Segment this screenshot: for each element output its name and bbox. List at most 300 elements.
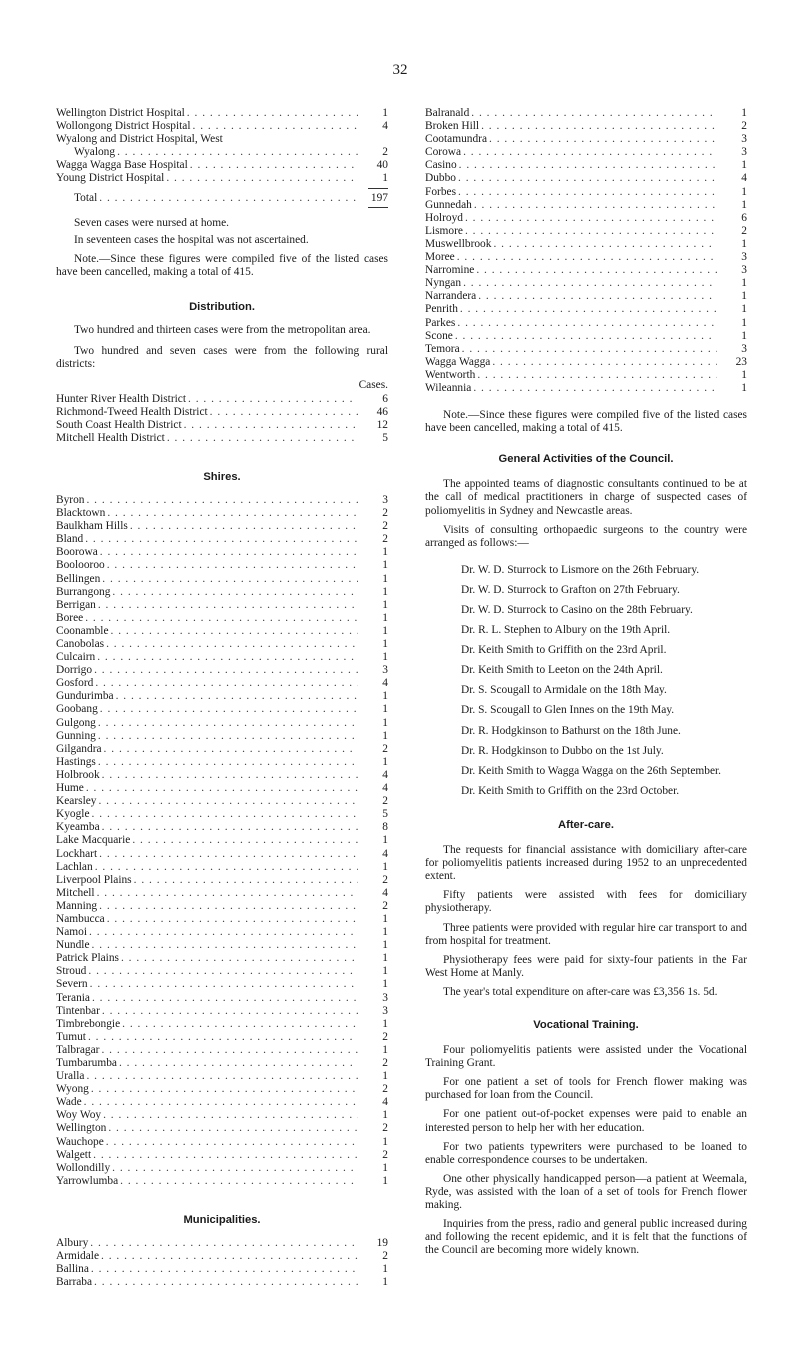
shire-row-name: Walgett	[56, 1148, 92, 1161]
shire-row-count: 2	[382, 507, 388, 520]
municipality-row	[425, 133, 747, 146]
shire-row-count: 1	[382, 912, 388, 925]
municipality-row	[425, 382, 747, 395]
shire-row-name: Hastings	[56, 755, 96, 768]
shire-row-count: 2	[382, 1083, 388, 1096]
shire-row-name: Patrick Plains	[56, 952, 119, 965]
hospital-row-count: 4	[382, 120, 388, 133]
shire-row-count: 1	[382, 638, 388, 650]
municipality-row-name: Wentworth	[425, 368, 476, 381]
shire-row-count: 4	[382, 782, 388, 795]
hospital-row-count: 2	[382, 146, 388, 159]
municipality-row-count: 2	[741, 224, 747, 237]
ascertained-note: In seventeen cases the hospital was not ascertained.	[74, 233, 309, 246]
shire-row-name: Gosford	[56, 677, 94, 690]
hospital-row-name: Wyalong	[74, 146, 116, 159]
municipality-row-name: Corowa	[425, 146, 462, 159]
shire-row-name: Talbragar	[56, 1043, 100, 1056]
aftercare-paragraph: The year's total expenditure on after-care was £3,356 1s. 5d.	[443, 985, 718, 998]
municipality-row	[425, 107, 747, 120]
municipality-row-count: 23	[735, 355, 747, 368]
shire-row	[56, 1018, 388, 1031]
vocational-paragraphs	[425, 1044, 747, 1257]
shire-row-count: 3	[382, 664, 388, 677]
municipality-row-name: Gunnedah	[425, 198, 472, 211]
municipality-row-count: 1	[741, 329, 747, 342]
shire-row-name: Bellingen	[56, 572, 101, 585]
shire-row-count: 2	[382, 873, 388, 886]
municipality-row-count: 1	[741, 277, 747, 290]
visit-entry: Dr. R. L. Stephen to Albury on the 19th April.	[461, 624, 671, 637]
shire-row-name: Timbrebongie	[56, 1017, 121, 1030]
shire-row-name: Baulkham Hills	[56, 520, 128, 533]
hospital-list	[56, 107, 388, 186]
note-cancelled-left: Note.—Since these figures were compiled five of the listed cases have been cancelled, making a total of 415.	[56, 252, 388, 278]
visit-entry: Dr. S. Scougall to Armidale on the 18th May.	[461, 684, 667, 697]
shire-row-name: Wyong	[56, 1083, 89, 1096]
aftercare-heading: After-care.	[558, 818, 614, 831]
shire-row-name: Holbrook	[56, 768, 100, 781]
aftercare-paragraph: Fifty patients were assisted with fees for domiciliary physiotherapy.	[425, 889, 747, 915]
visit-entry: Dr. W. D. Sturrock to Casino on the 28th February.	[461, 604, 693, 616]
vocational-paragraph: For one patient a set of tools for French flower making was purchased for loan from the Council.	[425, 1076, 747, 1102]
shire-row-count: 4	[382, 886, 388, 899]
municipality-row	[56, 1237, 388, 1250]
municipality-row-name: Lismore	[425, 224, 463, 237]
municipality-row-name: Scone	[425, 329, 453, 342]
shire-row	[56, 769, 388, 782]
municipality-row-name: Nyngan	[425, 277, 462, 290]
municipality-row	[425, 369, 747, 382]
municipality-row-count: 1	[741, 237, 747, 250]
shire-row-name: Terania	[56, 991, 90, 1004]
health-district-row-count: 5	[382, 431, 388, 444]
shire-row-name: Berrigan	[56, 598, 96, 611]
shire-row-count: 1	[382, 559, 388, 572]
shire-row	[56, 874, 388, 887]
municipality-row	[425, 172, 747, 185]
shire-row-name: Nundle	[56, 939, 90, 952]
shire-row-count: 3	[382, 493, 388, 506]
health-district-row-count: 6	[382, 392, 388, 405]
shire-row	[56, 978, 388, 991]
shire-row-name: Wollondilly	[56, 1161, 111, 1174]
shires-heading: Shires.	[203, 470, 241, 483]
municipality-row-count: 3	[741, 146, 747, 159]
shire-row-name: Lockhart	[56, 847, 98, 860]
shire-row-count: 5	[382, 808, 388, 821]
shire-row-count: 2	[382, 795, 388, 808]
shire-row-count: 1	[382, 1109, 388, 1122]
shire-row-name: Tumut	[56, 1030, 86, 1043]
municipality-row-count: 1	[382, 1276, 388, 1289]
cases-header: Cases.	[358, 379, 388, 392]
municipality-row-name: Forbes	[425, 185, 457, 198]
health-district-row	[56, 432, 388, 445]
municipality-row-count: 1	[741, 159, 747, 172]
shire-row	[56, 743, 388, 756]
municipality-row-count: 1	[741, 316, 747, 329]
hospital-row	[56, 133, 388, 146]
hospital-row	[56, 107, 388, 120]
left-column	[56, 107, 388, 1289]
visit-entry: Dr. R. Hodgkinson to Bathurst on the 18th June.	[461, 724, 681, 737]
shire-row-name: Boree	[56, 611, 84, 624]
shire-row-count: 4	[382, 847, 388, 860]
shire-row-name: Lachlan	[56, 860, 93, 873]
municipality-row-name: Balranald	[425, 107, 470, 119]
municipality-row-count: 1	[741, 381, 747, 394]
total-label: Total	[74, 191, 98, 204]
municipality-row-name: Albury	[56, 1237, 89, 1250]
health-district-row-name: Richmond-Tweed Health District	[56, 405, 208, 418]
shire-row	[56, 900, 388, 913]
shire-row	[56, 494, 388, 507]
vocational-heading: Vocational Training.	[533, 1018, 639, 1031]
shire-row-name: Byron	[56, 493, 85, 506]
shire-row-name: Uralla	[56, 1070, 85, 1083]
municipalities-heading: Municipalities.	[183, 1213, 261, 1226]
visit-entry: Dr. Keith Smith to Leeton on the 24th April.	[461, 664, 663, 677]
hospital-row-name: Wollongong District Hospital	[56, 120, 191, 133]
shire-row-name: Manning	[56, 899, 98, 912]
general-paragraph-1: The appointed teams of diagnostic consultants continued to be at the call of medical practitioners in charge of suspected cases of poliomyelitis in Sydney and Newcastle areas.	[425, 478, 747, 517]
shire-row	[56, 1005, 388, 1018]
shire-row	[56, 664, 388, 677]
shire-row-name: Gundurimba	[56, 690, 114, 703]
shire-row-count: 1	[382, 860, 388, 873]
municipality-row-name: Narrandera	[425, 290, 477, 303]
municipality-row-count: 3	[741, 133, 747, 146]
municipality-list-right	[425, 107, 747, 395]
shire-row	[56, 848, 388, 861]
health-district-row	[56, 419, 388, 432]
municipality-row	[425, 356, 747, 369]
shire-row-name: Kyogle	[56, 808, 90, 821]
shire-row-name: Tumbarumba	[56, 1057, 117, 1069]
shire-row-count: 1	[382, 624, 388, 637]
shire-row-count: 1	[382, 729, 388, 742]
vocational-paragraph: For one patient out-of-pocket expenses were paid to enable an interested person to help her with her education.	[425, 1108, 747, 1134]
municipality-row	[425, 159, 747, 172]
municipality-row	[425, 290, 747, 303]
shire-row	[56, 520, 388, 533]
shire-row-count: 1	[382, 716, 388, 729]
municipality-row-name: Narromine	[425, 264, 475, 277]
health-district-row-count: 12	[376, 418, 388, 431]
municipality-row	[425, 225, 747, 238]
hospital-row	[56, 159, 388, 172]
shire-row-name: Tintenbar	[56, 1004, 100, 1017]
shire-row-name: Stroud	[56, 965, 87, 978]
municipality-row-count: 1	[741, 198, 747, 211]
health-district-row-name: Mitchell Health District	[56, 431, 165, 444]
shire-row	[56, 677, 388, 690]
municipality-row-name: Ballina	[56, 1263, 89, 1276]
shire-row-count: 1	[382, 546, 388, 559]
shire-row-count: 4	[382, 677, 388, 690]
shire-row	[56, 887, 388, 900]
health-district-row	[56, 406, 388, 419]
shire-row	[56, 586, 388, 599]
shire-row-count: 4	[382, 1096, 388, 1109]
shire-row-count: 1	[382, 1174, 388, 1187]
visit-entry: Dr. S. Scougall to Glen Innes on the 19th May.	[461, 704, 675, 717]
aftercare-paragraph: Three patients were provided with regular hire car transport to and from hospital for treatment.	[425, 921, 747, 947]
municipality-row-name: Dubbo	[425, 172, 457, 185]
shire-row-name: Wade	[56, 1096, 82, 1109]
shire-row	[56, 808, 388, 821]
visit-entry: Dr. W. D. Sturrock to Grafton on 27th February.	[461, 583, 680, 596]
hospital-row-name: Wyalong and District Hospital, West	[56, 133, 223, 146]
shire-row-name: Yarrowlumba	[56, 1174, 119, 1187]
shire-row-name: Goobang	[56, 703, 98, 716]
distribution-metro: Two hundred and thirteen cases were from the metropolitan area.	[74, 324, 371, 337]
shire-row	[56, 1136, 388, 1149]
municipality-row-count: 1	[741, 368, 747, 381]
shire-list	[56, 494, 388, 1188]
shire-row-count: 8	[382, 821, 388, 834]
visit-entry: Dr. Keith Smith to Griffith on the 23rd October.	[461, 784, 680, 797]
total-value: 197	[370, 191, 388, 204]
municipality-row-name: Penrith	[425, 303, 458, 316]
shire-row-name: Boorowa	[56, 546, 98, 559]
municipality-list-left	[56, 1237, 388, 1289]
shire-row-name: Nambucca	[56, 912, 105, 925]
shire-row	[56, 965, 388, 978]
shire-row-count: 2	[382, 533, 388, 546]
municipality-row-name: Casino	[425, 159, 457, 172]
vocational-paragraph: For two patients typewriters were purchased to be loaned to enable correspondence courses to be undertaken.	[425, 1140, 747, 1166]
shire-row-count: 3	[382, 991, 388, 1004]
shire-row-name: Wellington	[56, 1122, 107, 1135]
municipality-row-count: 6	[741, 211, 747, 224]
shire-row-count: 2	[382, 1030, 388, 1043]
municipality-row-count: 1	[741, 185, 747, 198]
shire-row-count: 1	[382, 572, 388, 585]
municipality-row-name: Barraba	[56, 1276, 93, 1289]
shire-row	[56, 1070, 388, 1083]
hospital-row	[56, 172, 388, 185]
shire-row-count: 1	[382, 611, 388, 624]
shire-row-count: 1	[382, 1043, 388, 1056]
shire-row	[56, 625, 388, 638]
shire-row-name: Gilgandra	[56, 742, 102, 755]
shire-row-name: Gulgong	[56, 716, 96, 729]
shire-row	[56, 612, 388, 625]
municipality-row-name: Moree	[425, 251, 455, 264]
shire-row	[56, 1057, 388, 1070]
municipality-row	[425, 277, 747, 290]
municipality-row	[425, 120, 747, 133]
shire-row	[56, 507, 388, 520]
shire-row-count: 1	[382, 690, 388, 703]
shire-row-name: Woy Woy	[56, 1109, 102, 1122]
municipality-row-name: Wileannia	[425, 381, 472, 394]
shire-row-count: 1	[382, 755, 388, 768]
shire-row-count: 1	[382, 952, 388, 965]
shire-row	[56, 1031, 388, 1044]
shire-row-count: 1	[382, 1161, 388, 1174]
right-column	[425, 107, 747, 1263]
visit-entry: Dr. W. D. Sturrock to Lismore on the 26th February.	[461, 563, 700, 576]
municipality-row-name: Armidale	[56, 1250, 100, 1263]
municipality-row	[425, 186, 747, 199]
shire-row-name: Kyeamba	[56, 821, 100, 834]
health-district-row-name: South Coast Health District	[56, 418, 182, 431]
municipality-row	[425, 238, 747, 251]
shire-row-name: Wauchope	[56, 1135, 104, 1148]
vocational-paragraph: Inquiries from the press, radio and general public increased during and following the recent epidemic, and it is felt that the functions of the Council are becoming more widely known.	[425, 1218, 747, 1257]
vocational-paragraph: Four poliomyelitis patients were assisted under the Vocational Training Grant.	[425, 1044, 747, 1070]
shire-row	[56, 651, 388, 664]
shire-row-count: 2	[382, 899, 388, 912]
shire-row-count: 1	[382, 1070, 388, 1083]
shire-row	[56, 703, 388, 716]
shire-row	[56, 795, 388, 808]
shire-row-count: 1	[382, 585, 388, 598]
shire-row-count: 1	[382, 651, 388, 664]
municipality-row-count: 19	[376, 1237, 388, 1250]
shire-row-name: Severn	[56, 978, 88, 991]
municipality-row	[425, 251, 747, 264]
shire-row	[56, 730, 388, 743]
shire-row	[56, 546, 388, 559]
aftercare-paragraphs	[425, 844, 747, 999]
general-activities-heading: General Activities of the Council.	[498, 453, 674, 466]
municipality-row-count: 1	[741, 290, 747, 303]
shire-row-name: Liverpool Plains	[56, 873, 132, 886]
visit-entry: Dr. R. Hodgkinson to Dubbo on the 1st July.	[461, 744, 664, 757]
municipality-row-count: 1	[741, 303, 747, 316]
shire-row-name: Lake Macquarie	[56, 834, 131, 847]
municipality-row-name: Temora	[425, 342, 460, 355]
shire-row-name: Culcairn	[56, 651, 96, 664]
hospital-row-name: Wagga Wagga Base Hospital	[56, 159, 188, 172]
general-paragraph-2: Visits of consulting orthopaedic surgeons to the country were arranged as follows:—	[425, 523, 747, 549]
municipality-row-name: Holroyd	[425, 211, 463, 224]
shire-row-name: Gunning	[56, 729, 96, 742]
municipality-row-count: 3	[741, 251, 747, 264]
shire-row	[56, 599, 388, 612]
shire-row-count: 2	[382, 1057, 388, 1069]
shire-row-name: Coonamble	[56, 624, 109, 637]
hospital-row-count: 1	[382, 107, 388, 119]
shire-row-count: 1	[382, 598, 388, 611]
municipality-row-name: Wagga Wagga	[425, 355, 491, 368]
municipality-row	[425, 330, 747, 343]
shire-row-count: 1	[382, 1135, 388, 1148]
shire-row-count: 1	[382, 1017, 388, 1030]
shire-row	[56, 1044, 388, 1057]
home-note: Seven cases were nursed at home.	[74, 216, 229, 229]
municipality-row	[425, 317, 747, 330]
shire-row	[56, 782, 388, 795]
aftercare-paragraph: Physiotherapy fees were paid for sixty-four patients in the Far West Home at Manly.	[425, 953, 747, 979]
distribution-heading: Distribution.	[189, 301, 255, 314]
shire-row	[56, 638, 388, 651]
hospital-row	[56, 146, 388, 159]
shire-row-count: 2	[382, 1122, 388, 1135]
shire-row	[56, 559, 388, 572]
hospital-row-count: 40	[376, 159, 388, 172]
municipality-row	[425, 212, 747, 225]
shire-row	[56, 1175, 388, 1188]
municipality-row-count: 3	[741, 342, 747, 355]
hospital-row-name: Wellington District Hospital	[56, 107, 185, 119]
shire-row	[56, 1083, 388, 1096]
shire-row-name: Bland	[56, 533, 84, 546]
shire-row-name: Hume	[56, 782, 84, 795]
shire-row-count: 2	[382, 742, 388, 755]
shire-row-name: Boolooroo	[56, 559, 105, 572]
municipality-row-name: Muswellbrook	[425, 237, 492, 250]
shire-row	[56, 939, 388, 952]
municipality-row-count: 2	[741, 120, 747, 133]
health-district-list	[56, 393, 388, 445]
shire-row	[56, 992, 388, 1005]
health-district-row-name: Hunter River Health District	[56, 392, 187, 405]
vocational-paragraph: One other physically handicapped person—a patient at Weemala, Ryde, was assisted with the loan of a set of tools for French flower making.	[425, 1172, 747, 1211]
shire-row-count: 1	[382, 926, 388, 939]
shire-row-count: 4	[382, 768, 388, 781]
municipality-row-count: 1	[382, 1263, 388, 1276]
shire-row	[56, 1109, 388, 1122]
shire-row	[56, 861, 388, 874]
municipality-row	[425, 146, 747, 159]
hospital-row	[56, 120, 388, 133]
page-number: 32	[392, 62, 408, 78]
municipality-row-name: Broken Hill	[425, 120, 480, 133]
visit-entry: Dr. Keith Smith to Wagga Wagga on the 26th September.	[461, 764, 722, 777]
municipality-row-name: Cootamundra	[425, 133, 488, 146]
hospital-row-count: 1	[382, 172, 388, 185]
note-cancelled-right: Note.—Since these figures were compiled five of the listed cases have been cancelled, making a total of 415.	[425, 409, 747, 435]
municipality-row-name: Parkes	[425, 316, 456, 329]
municipality-row-count: 2	[382, 1250, 388, 1263]
shire-row	[56, 913, 388, 926]
shire-row-count: 1	[382, 965, 388, 978]
shire-row-count: 1	[382, 703, 388, 716]
shire-row	[56, 690, 388, 703]
municipality-row-count: 3	[741, 264, 747, 277]
health-district-row-count: 46	[376, 405, 388, 418]
shire-row	[56, 926, 388, 939]
shire-row-name: Blacktown	[56, 507, 106, 520]
total-row	[56, 192, 388, 205]
shire-row	[56, 1096, 388, 1109]
shire-row	[56, 573, 388, 586]
aftercare-paragraph: The requests for financial assistance with domiciliary after-care for poliomyelitis patients increased during 1952 to an unprecedented extent.	[425, 844, 747, 883]
shire-row-count: 3	[382, 1004, 388, 1017]
shire-row-count: 1	[382, 834, 388, 847]
shire-row-name: Burrangong	[56, 585, 111, 598]
hospital-row-name: Young District Hospital	[56, 172, 165, 185]
municipality-row	[425, 199, 747, 212]
visit-list	[425, 564, 747, 798]
municipality-row-count: 4	[741, 172, 747, 185]
shire-row-count: 1	[382, 939, 388, 952]
shire-row-name: Dorrigo	[56, 664, 93, 677]
shire-row	[56, 834, 388, 847]
municipality-row	[56, 1276, 388, 1289]
health-district-row	[56, 393, 388, 406]
shire-row	[56, 1149, 388, 1162]
municipality-row	[56, 1263, 388, 1276]
shire-row	[56, 1122, 388, 1135]
shire-row-count: 2	[382, 520, 388, 533]
distribution-rural: Two hundred and seven cases were from the following rural districts:	[56, 345, 388, 371]
